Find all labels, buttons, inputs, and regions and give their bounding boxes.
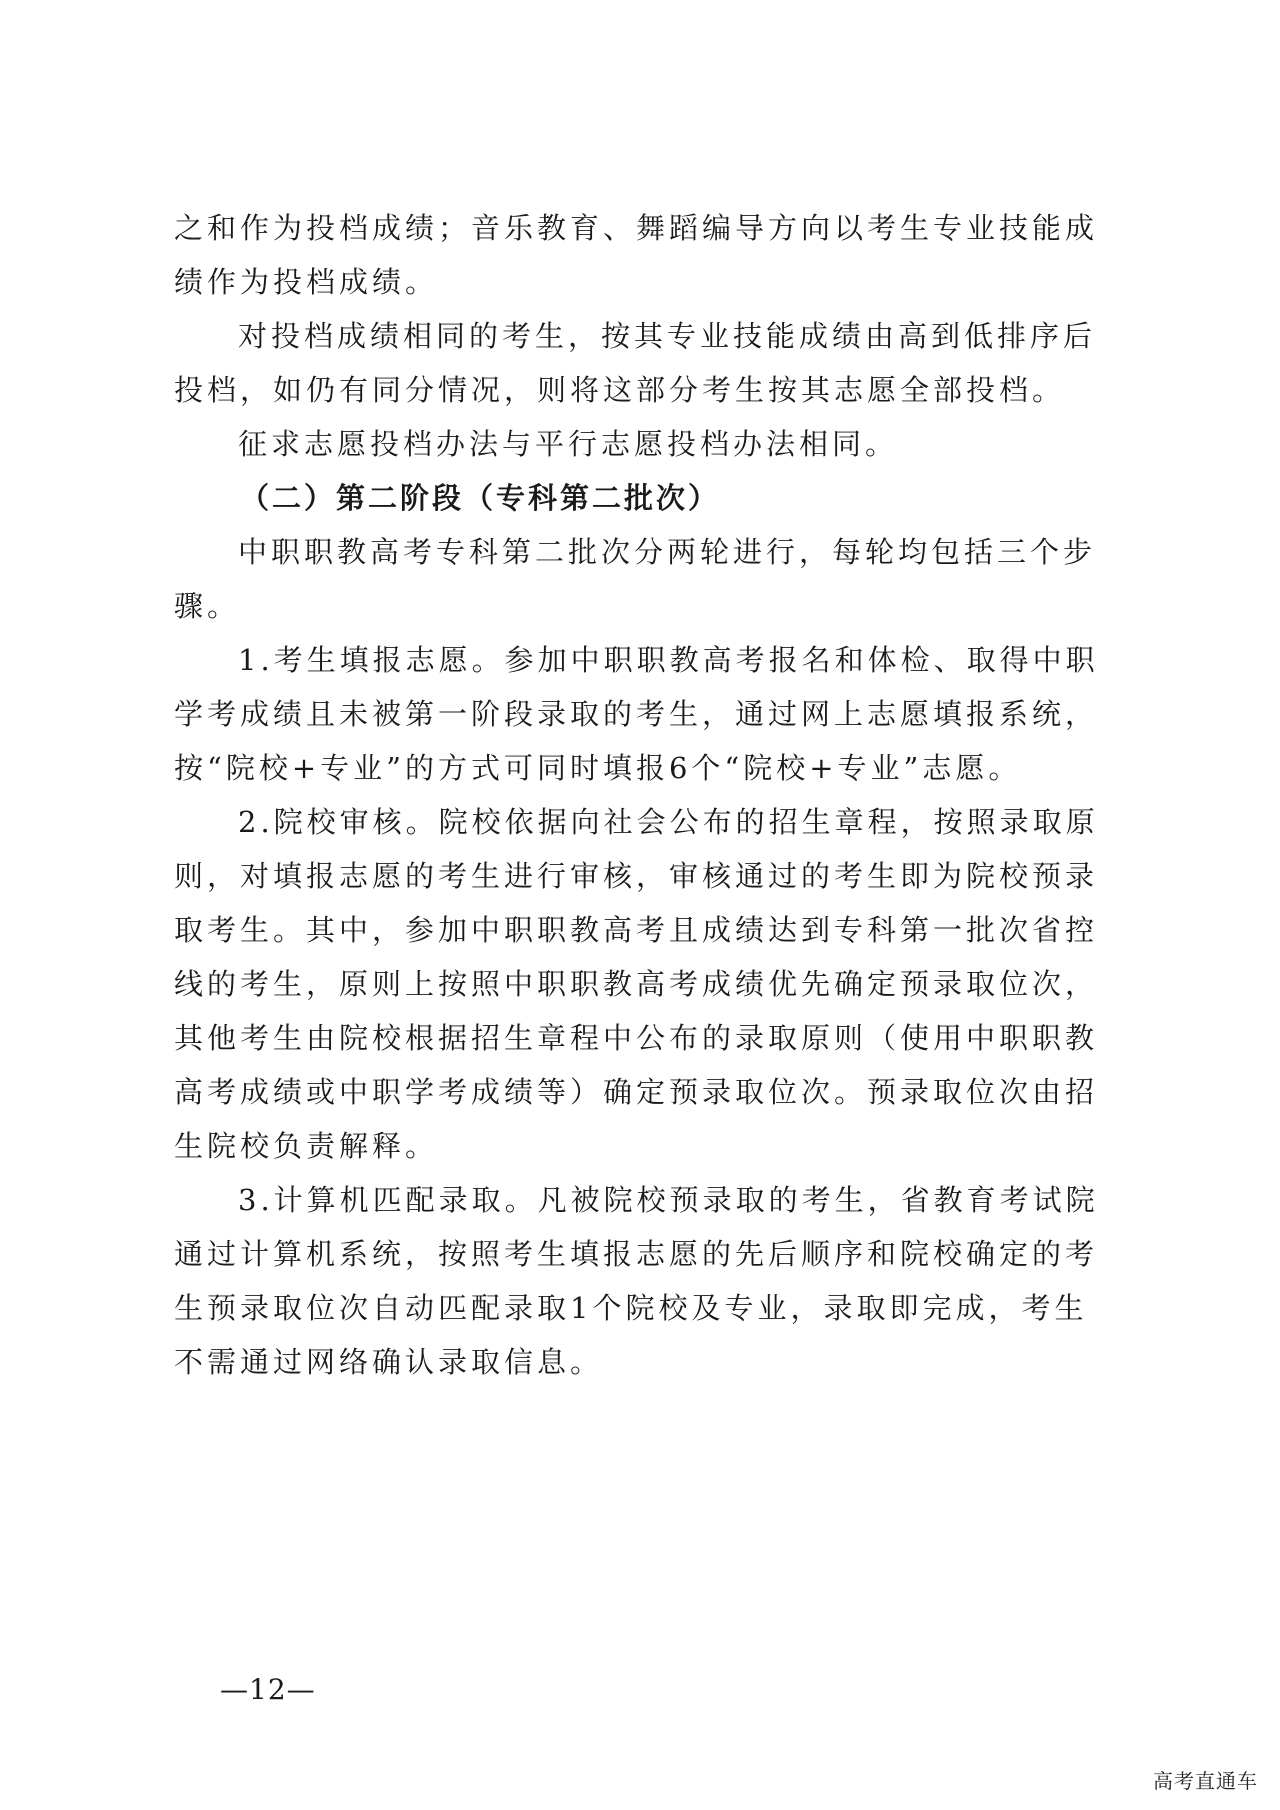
text-line: 骤。 [174,589,241,623]
text-line: 1.考生填报志愿。参加中职职教高考报名和体检、取得中职 [238,643,1099,677]
text-line: 线的考生，原则上按照中职职教高考成绩优先确定预录取位次， [174,967,1099,1001]
text-line: 投档，如仍有同分情况，则将这部分考生按其志愿全部投档。 [174,373,1066,407]
text-line: 学考成绩且未被第一阶段录取的考生，通过网上志愿填报系统， [174,697,1099,731]
text-line: 按“院校+专业”的方式可同时填报6个“院校+专业”志愿。 [174,751,1022,785]
text-line: 取考生。其中，参加中职职教高考且成绩达到专科第一批次省控 [174,913,1099,947]
text-line: 则，对填报志愿的考生进行审核，审核通过的考生即为院校预录 [174,859,1099,893]
text-line: 生预录取位次自动匹配录取1个院校及专业，录取即完成，考生 [174,1291,1088,1325]
text-line: 3.计算机匹配录取。凡被院校预录取的考生，省教育考试院 [238,1183,1099,1217]
text-line: 其他考生由院校根据招生章程中公布的录取原则（使用中职职教 [174,1021,1099,1055]
text-line: 不需通过网络确认录取信息。 [174,1345,604,1379]
text-line: 中职职教高考专科第二批次分两轮进行，每轮均包括三个步 [238,535,1097,569]
text-line: 绩作为投档成绩。 [174,265,439,299]
text-line: 之和作为投档成绩；音乐教育、舞蹈编导方向以考生专业技能成 [174,211,1099,245]
text-line: 征求志愿投档办法与平行志愿投档办法相同。 [238,427,899,461]
text-line: 对投档成绩相同的考生，按其专业技能成绩由高到低排序后 [238,319,1097,353]
watermark: 高考直通车 [1153,1769,1258,1793]
text-line: 通过计算机系统，按照考生填报志愿的先后顺序和院校确定的考 [174,1237,1099,1271]
text-line: 2.院校审核。院校依据向社会公布的招生章程，按照录取原 [238,805,1099,839]
page-number: —12— [220,1673,316,1706]
text-line: 生院校负责解释。 [174,1129,439,1163]
text-line: 高考成绩或中职学考成绩等）确定预录取位次。预录取位次由招 [174,1075,1099,1109]
section-heading: （二）第二阶段（专科第二批次） [240,481,721,515]
